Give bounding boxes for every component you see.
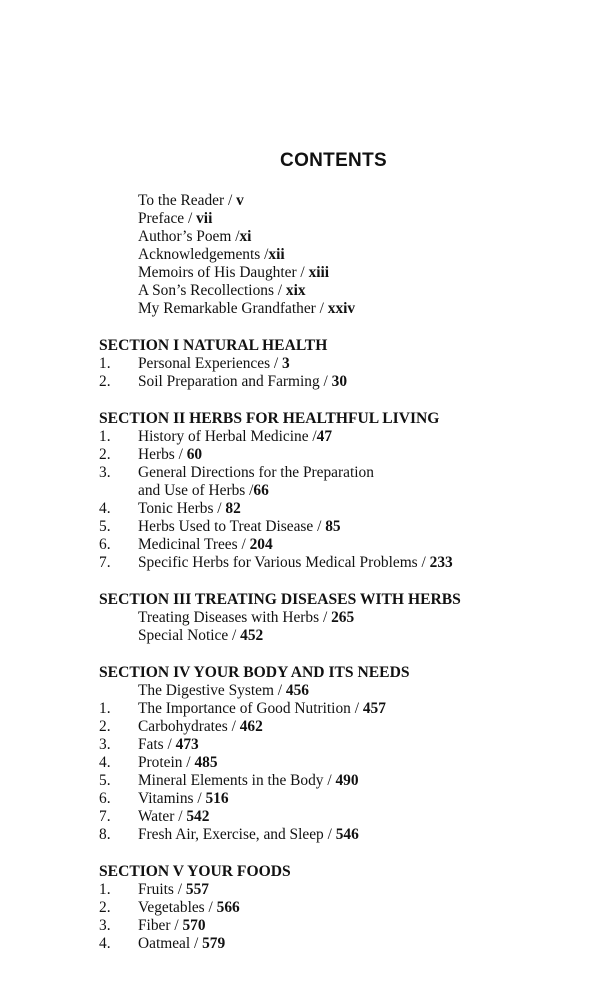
toc-entry[interactable]: 2. Carbohydrates / 462: [99, 718, 263, 735]
toc-entry[interactable]: 3. General Directions for the Preparation: [99, 464, 374, 481]
toc-entry[interactable]: 8. Fresh Air, Exercise, and Sleep / 546: [99, 826, 359, 843]
toc-entry[interactable]: 2. Herbs / 60: [99, 446, 203, 463]
toc-entry[interactable]: 1. Fruits / 557: [99, 881, 209, 898]
front-matter-list: [99, 192, 599, 318]
toc-entry[interactable]: 1. History of Herbal Medicine /47: [99, 428, 333, 445]
table-of-contents: [99, 192, 599, 953]
section-heading: SECTION IV YOUR BODY AND ITS NEEDS: [99, 664, 410, 681]
toc-entry[interactable]: 4. Tonic Herbs / 82: [99, 500, 241, 517]
toc-entry[interactable]: 7. Specific Herbs for Various Medical Problems / 233: [99, 554, 453, 571]
toc-entry[interactable]: Acknowledgements /xii: [138, 246, 285, 263]
toc-entry[interactable]: My Remarkable Grandfather / xxiv: [138, 300, 356, 317]
section-heading: SECTION I NATURAL HEALTH: [99, 337, 328, 354]
toc-entry[interactable]: 4. Protein / 485: [99, 754, 218, 771]
page-title: CONTENTS: [280, 150, 387, 171]
toc-entry[interactable]: Preface / vii: [138, 210, 213, 227]
toc-entry[interactable]: Treating Diseases with Herbs / 265: [138, 609, 355, 626]
toc-entry[interactable]: Special Notice / 452: [138, 627, 264, 644]
toc-entry[interactable]: 4. Oatmeal / 579: [99, 935, 226, 952]
section-heading: SECTION II HERBS FOR HEALTHFUL LIVING: [99, 410, 440, 427]
section-heading: SECTION III TREATING DISEASES WITH HERBS: [99, 591, 461, 608]
toc-entry[interactable]: 2. Soil Preparation and Farming / 30: [99, 373, 348, 390]
toc-entry[interactable]: Memoirs of His Daughter / xiii: [138, 264, 330, 281]
section-heading: SECTION V YOUR FOODS: [99, 863, 291, 880]
toc-entry[interactable]: 3. Fiber / 570: [99, 917, 206, 934]
toc-entry[interactable]: 1. The Importance of Good Nutrition / 457: [99, 700, 386, 717]
toc-entry[interactable]: 7. Water / 542: [99, 808, 210, 825]
toc-entry[interactable]: A Son’s Recollections / xix: [138, 282, 306, 299]
toc-entry[interactable]: 6. Medicinal Trees / 204: [99, 536, 273, 553]
toc-entry[interactable]: 2. Vegetables / 566: [99, 899, 240, 916]
toc-entry[interactable]: 1. Personal Experiences / 3: [99, 355, 290, 372]
toc-entry[interactable]: 6. Vitamins / 516: [99, 790, 229, 807]
toc-entry[interactable]: To the Reader / v: [138, 192, 244, 209]
toc-entry[interactable]: 5. Mineral Elements in the Body / 490: [99, 772, 359, 789]
toc-entry[interactable]: 3. Fats / 473: [99, 736, 199, 753]
toc-entry[interactable]: The Digestive System / 456: [138, 682, 309, 699]
toc-entry[interactable]: 5. Herbs Used to Treat Disease / 85: [99, 518, 341, 535]
toc-entry[interactable]: Author’s Poem /xi: [138, 228, 252, 245]
toc-entry-continued[interactable]: and Use of Herbs /66: [138, 482, 269, 499]
